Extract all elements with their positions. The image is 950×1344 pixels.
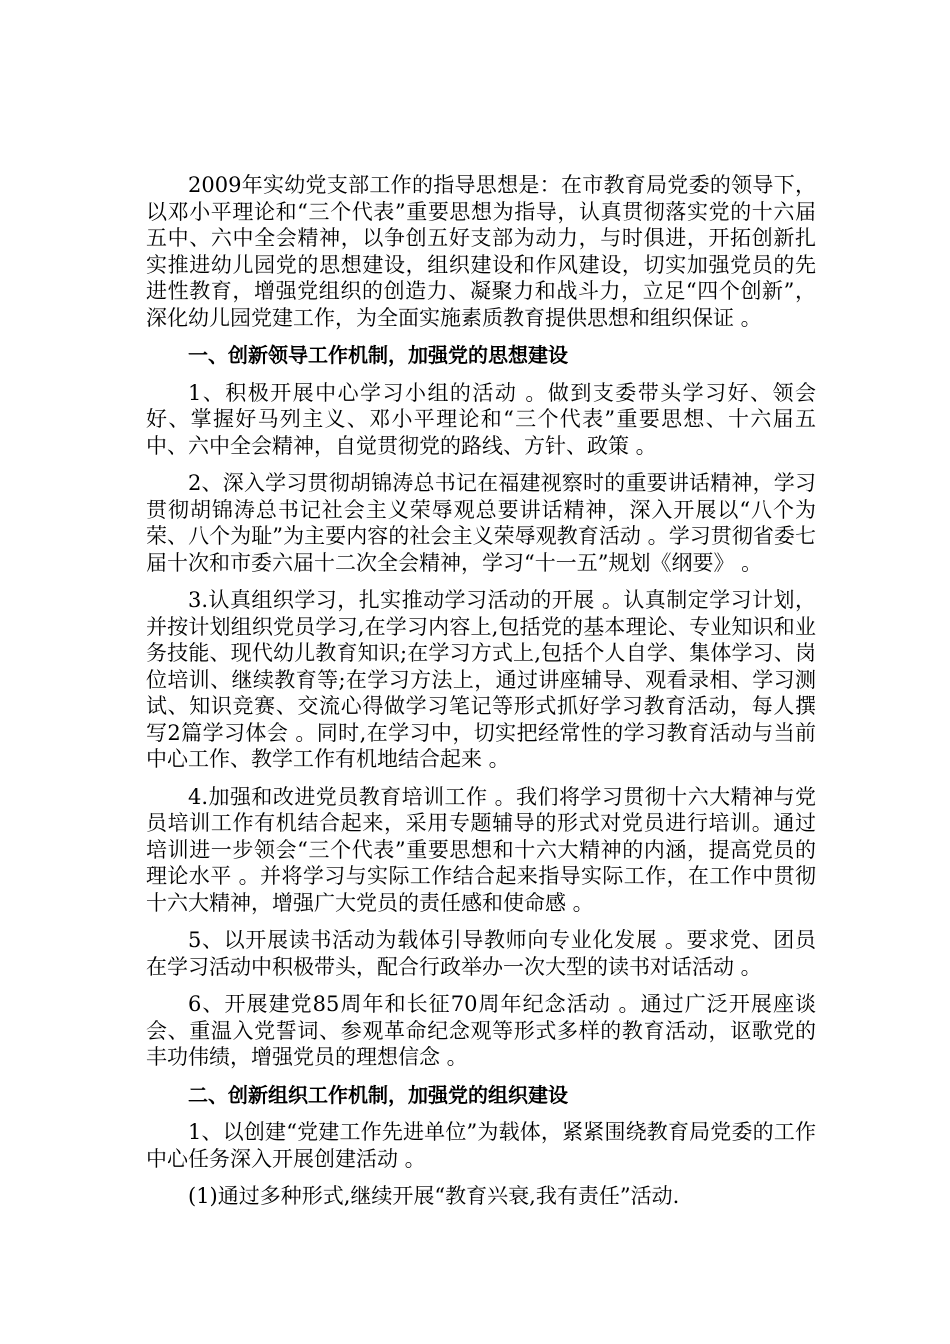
section-1-item-5: 5、以开展读书活动为载体引导教师向专业化发展 。要求党、团员在学习活动中积极带头，配合行政举办一次大型的读书对话活动 。: [146, 928, 816, 979]
section-1-item-6: 6、开展建党85周年和长征70周年纪念活动 。通过广泛开展座谈会、重温入党誓词、参观革命纪念观等形式多样的教育活动，讴歌党的丰功伟绩，增强党员的理想信念 。: [146, 992, 816, 1069]
intro-paragraph: 2009年实幼党支部工作的指导思想是：在市教育局党委的领导下，以邓小平理论和“三个代表”重要思想为指导，认真贯彻落实党的十六届五中、六中全会精神，以争创五好支部为动力，与时俱进，开拓创新扎实推进幼儿园党的思想建设，组织建设和作风建设，切实加强党员的先进性教育，增强党组织的创造力、凝聚力和战斗力，立足“四个创新”，深化幼儿园党建工作，为全面实施素质教育提供思想和组织保证 。: [146, 173, 816, 330]
section-1-item-3: 3.认真组织学习，扎实推动学习活动的开展 。认真制定学习计划，并按计划组织党员学习,在学习内容上,包括党的基本理论、专业知识和业务技能、现代幼儿教育知识;在学习方式上,包括个人自学、集体学习、岗位培训、继续教育等;在学习方法上，通过讲座辅导、观看录相、学习测试、知识竞赛、交流心得做学习笔记等形式抓好学习教育活动，每人撰写2篇学习体会 。同时,在学习中，切实把经常性的学习教育活动与当前中心工作、教学工作有机地结合起来 。: [146, 588, 816, 771]
section-2-item-2: (1)通过多种形式,继续开展“教育兴衰,我有责任”活动.: [188, 1184, 680, 1208]
section-1-item-2: 2、深入学习贯彻胡锦涛总书记在福建视察时的重要讲话精神，学习贯彻胡锦涛总书记社会主义荣辱观总要讲话精神，深入开展以“八个为荣、八个为耻”为主要内容的社会主义荣辱观教育活动 。学习贯彻省委七届十次和市委六届十二次全会精神，学习“十一五”规划《纲要》 。: [146, 471, 816, 575]
section-1-item-1: 1、积极开展中心学习小组的活动 。做到支委带头学习好、领会好、掌握好马列主义、邓小平理论和“三个代表”重要思想、十六届五中、六中全会精神，自觉贯彻党的路线、方针、政策 。: [146, 380, 816, 458]
section-1-item-4: 4.加强和改进党员教育培训工作 。我们将学习贯彻十六大精神与党员培训工作有机结合起来，采用专题辅导的形式对党员进行培训。通过培训进一步领会“三个代表”重要思想和十六大精神的内涵，提高党员的理论水平 。并将学习与实际工作结合起来指导实际工作，在工作中贯彻十六大精神，增强广大党员的责任感和使命感 。: [146, 784, 816, 915]
section-2-item-1: 1、以创建“党建工作先进单位”为载体，紧紧围绕教育局党委的工作中心任务深入开展创建活动 。: [146, 1120, 816, 1171]
section-1-heading: 一、创新领导工作机制，加强党的思想建设: [188, 343, 568, 367]
document-page: [146, 172, 816, 1221]
section-2-heading: 二、创新组织工作机制，加强党的组织建设: [188, 1082, 568, 1107]
